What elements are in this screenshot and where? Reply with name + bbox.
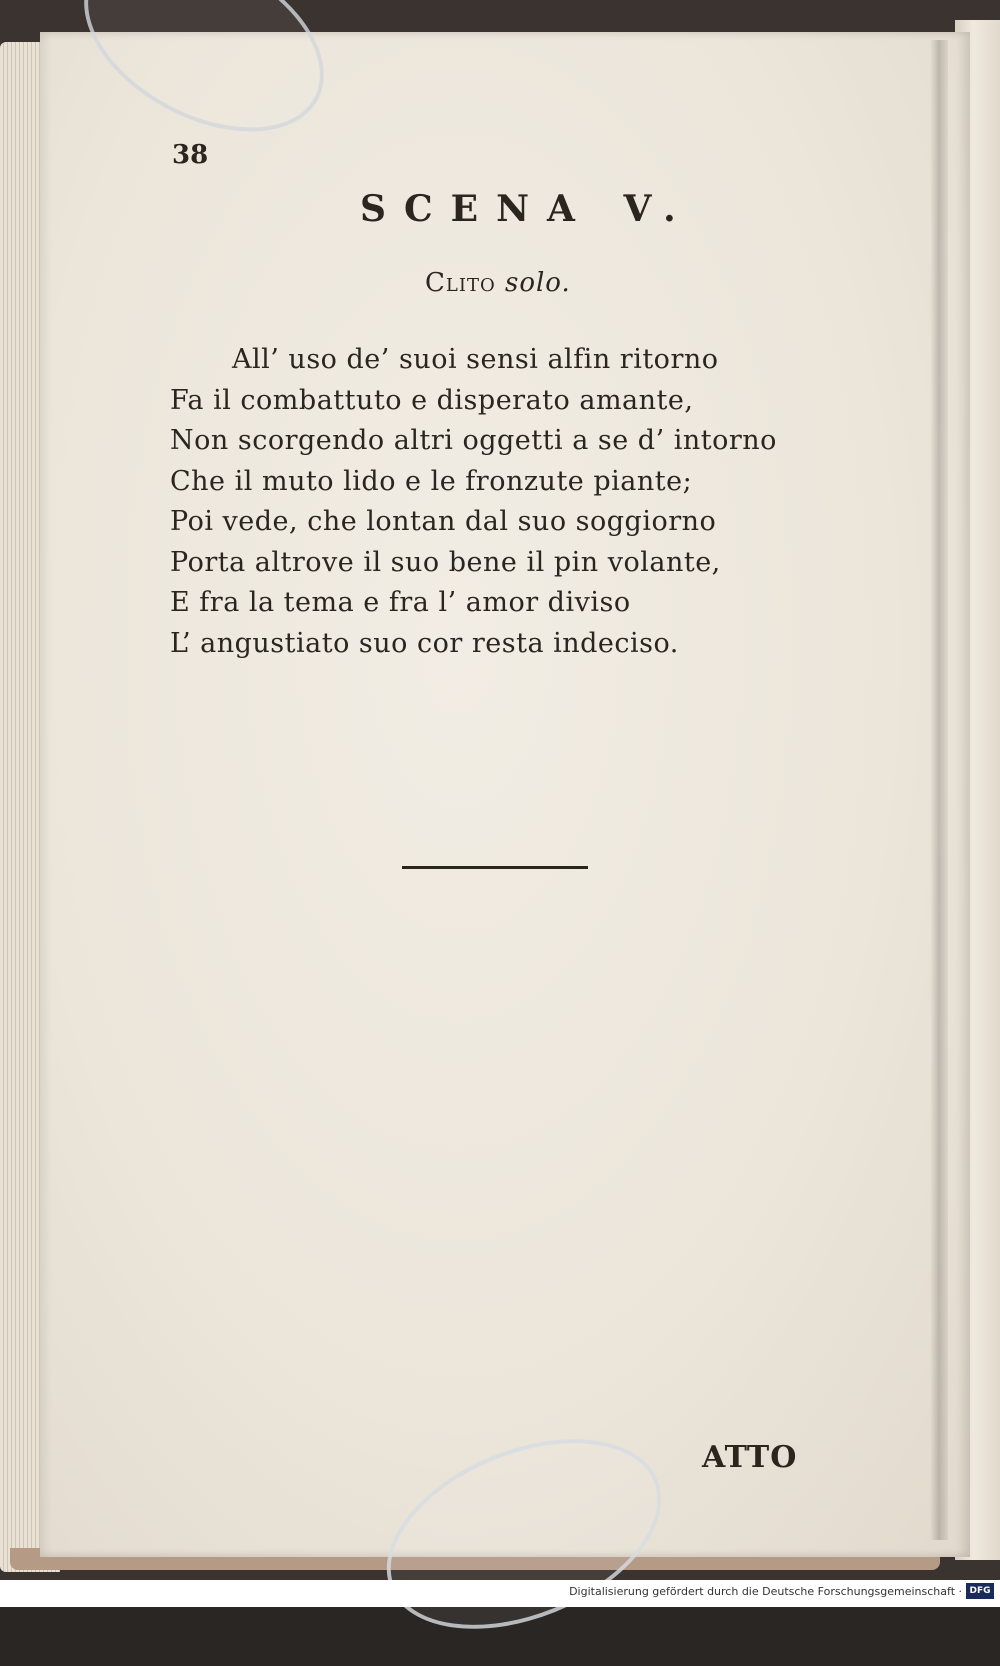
speaker-heading	[425, 268, 571, 298]
funding-credit: Digitalisierung gefördert durch die Deutsche Forschungsgemeinschaft ·	[569, 1585, 962, 1598]
verse-stanza	[170, 340, 870, 664]
scene-title: SCENA V.	[360, 188, 694, 230]
page-number: 38	[172, 140, 209, 170]
speaker-name: Clito	[425, 268, 496, 298]
stage-direction: solo.	[505, 268, 571, 298]
page-gutter-shadow	[930, 40, 948, 1540]
verse-line: E fra la tema e fra l’ amor diviso	[170, 587, 631, 618]
book-page	[40, 32, 970, 1557]
verse-line: All’ uso de’ suoi sensi alfin ritorno	[232, 344, 719, 375]
verse-line: Non scorgendo altri oggetti a se d’ intorno	[170, 425, 777, 456]
verse-line: Porta altrove il suo bene il pin volante,	[170, 546, 721, 578]
verse-line: L’ angustiato suo cor resta indeciso.	[170, 627, 679, 659]
verse-line: Poi vede, che lontan dal suo soggiorno	[170, 506, 717, 537]
section-rule	[402, 866, 588, 869]
dfg-logo: DFG	[966, 1583, 994, 1599]
verse-line: Fa il combattuto e disperato amante,	[170, 384, 694, 416]
catchword: ATTO	[702, 1440, 798, 1475]
verse-line: Che il muto lido e le fronzute piante;	[170, 465, 693, 497]
